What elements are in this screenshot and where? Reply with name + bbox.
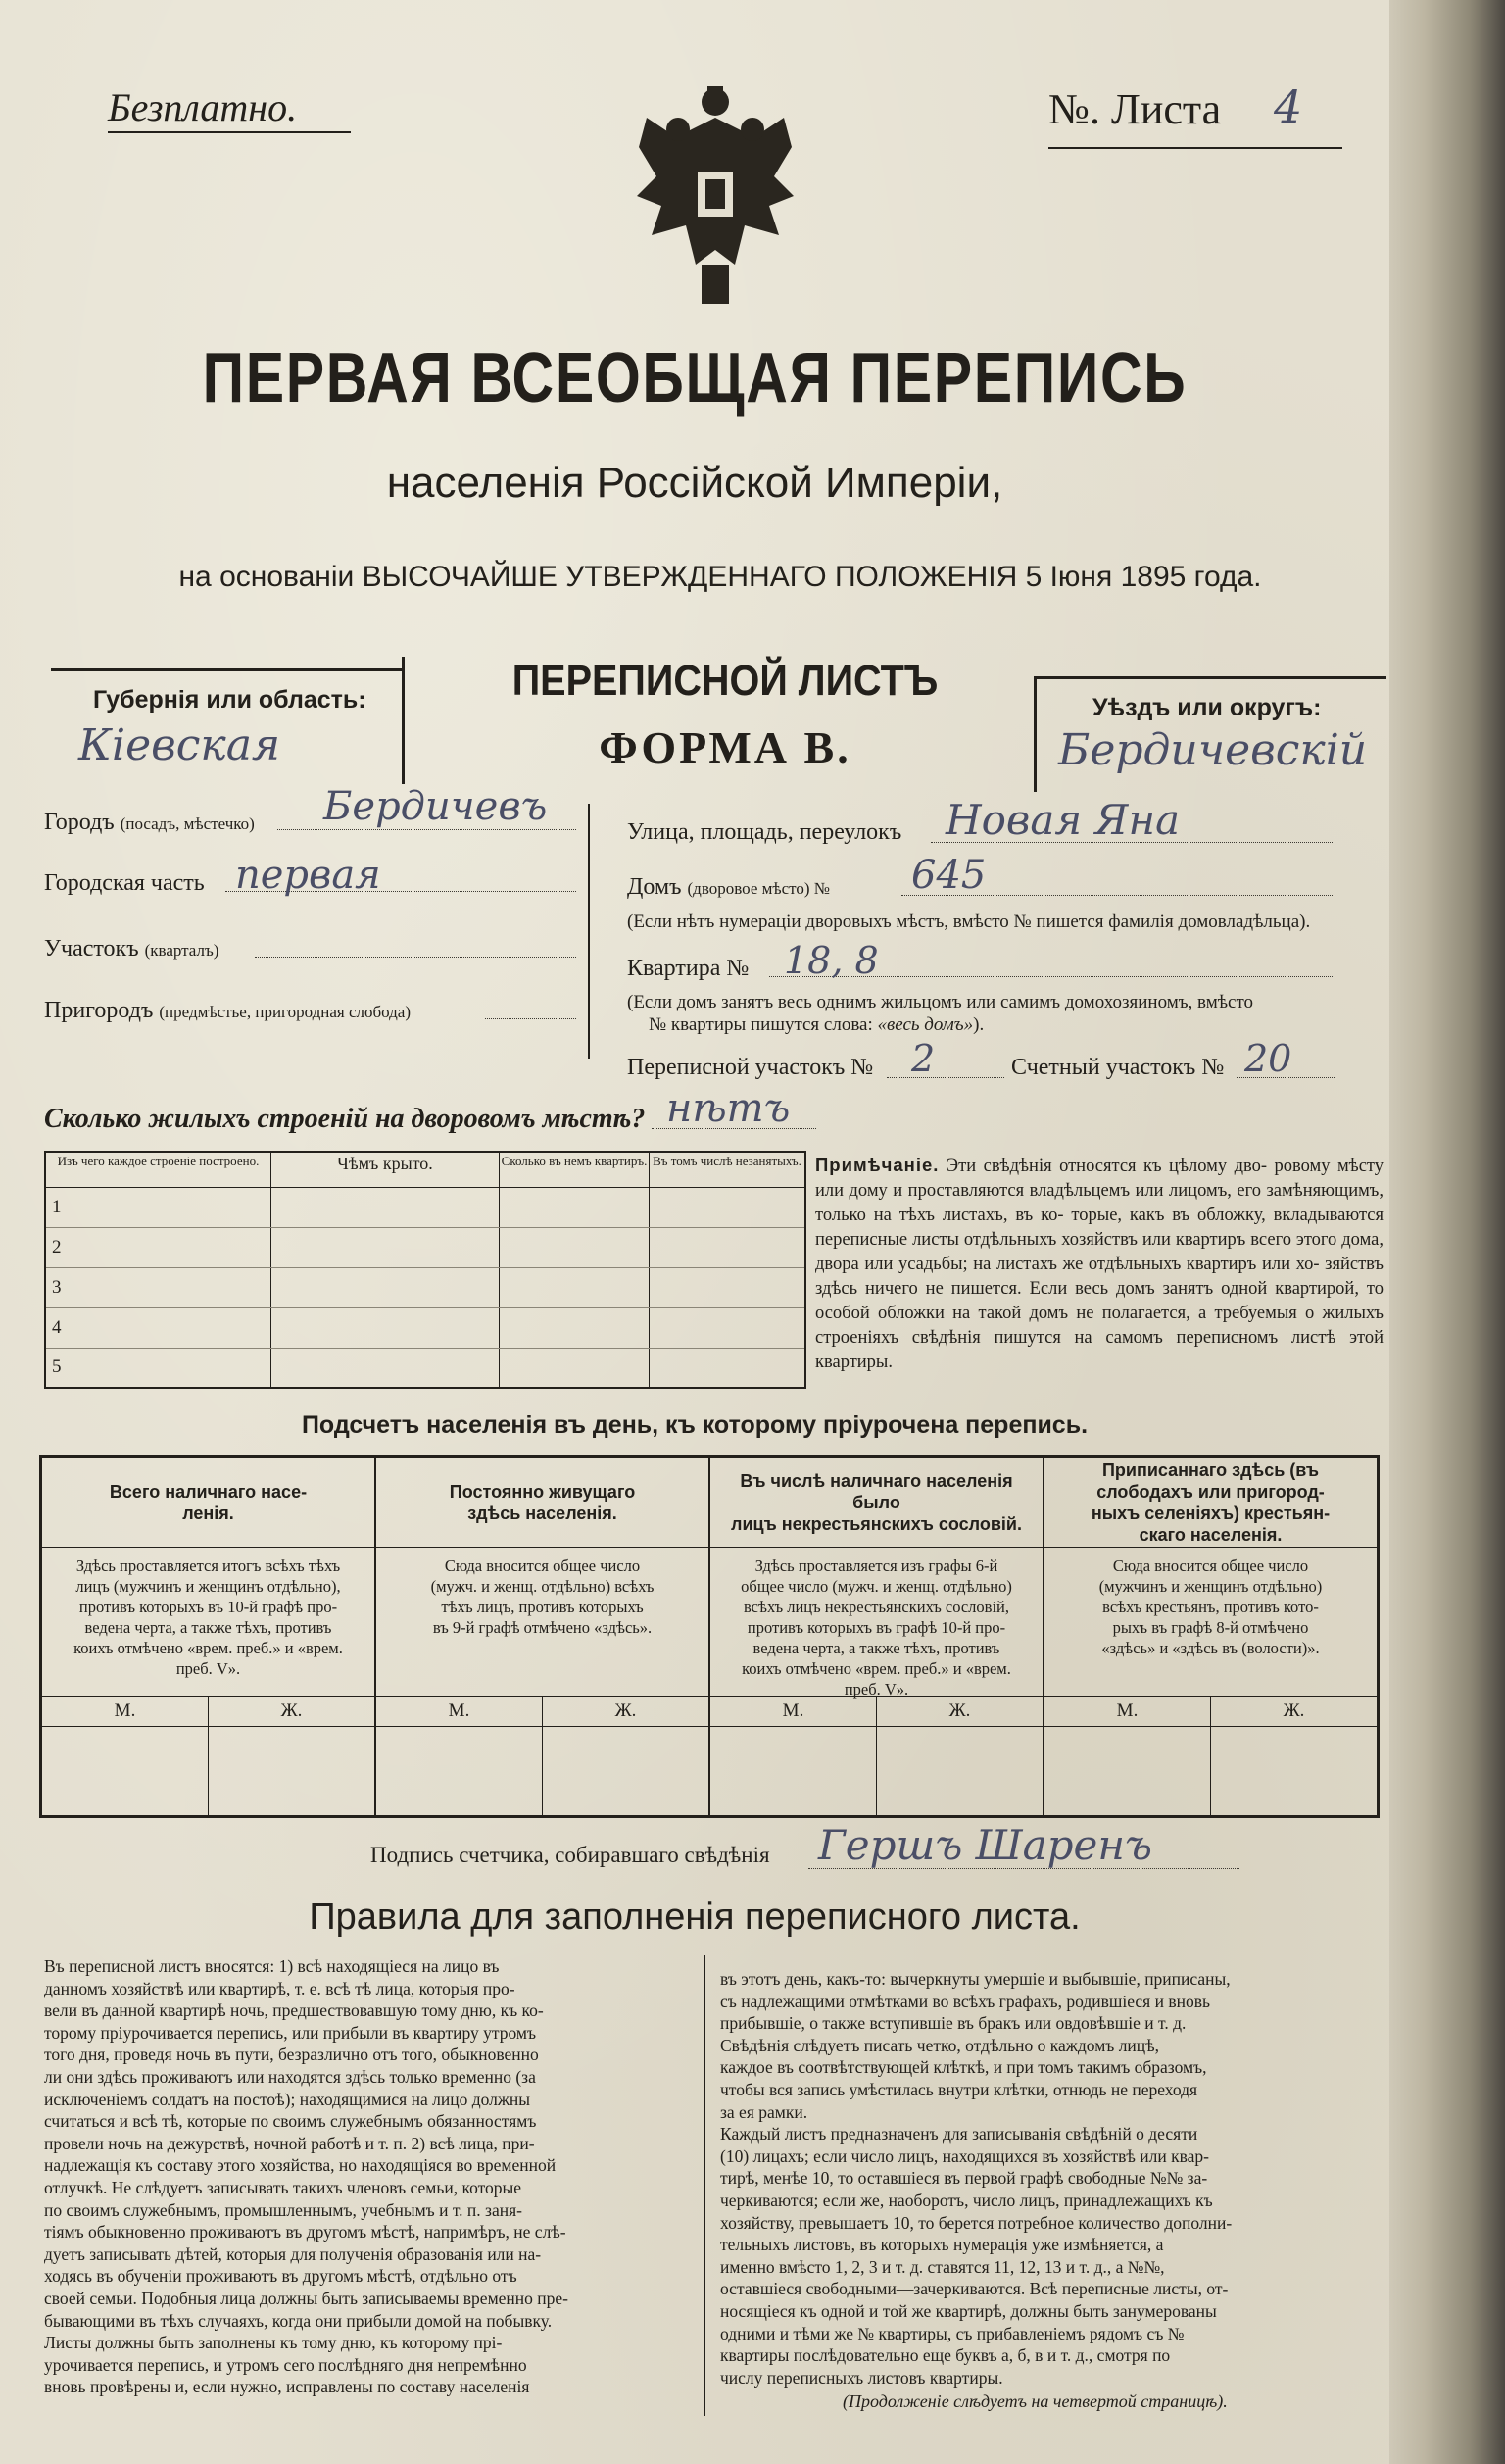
tally-column-desc: Сюда вносится общее число (мужч. и женщ. отдѣльно) всѣхъ тѣхъ лицъ, противъ которыхъ въ 9-й графѣ отмѣчено «здѣсь». <box>376 1548 708 1697</box>
building-row-number: 5 <box>45 1348 271 1388</box>
tally-female-cell <box>543 1727 708 1815</box>
signature-label: Подпись счетчика, собиравшаго свѣдѣнія <box>370 1843 770 1867</box>
rules-line: по своимъ служебнымъ, промышленнымъ, учебнымъ и т. п. заня- <box>44 2199 522 2220</box>
binding-edge <box>1389 0 1505 2464</box>
rules-right-column <box>720 1968 1372 2389</box>
building-row-number: 1 <box>45 1187 271 1227</box>
rules-line: дуетъ записывать дѣтей, которыя для полученія образованія или на- <box>44 2243 542 2264</box>
tally-column <box>710 1458 1044 1815</box>
rules-continued: (Продолженіе слѣдуетъ на четвертой страницѣ). <box>843 2391 1228 2411</box>
tally-column-desc: Сюда вносится общее число (мужчинъ и женщинъ отдѣльно) всѣхъ крестьянъ, противъ кото- рыхъ въ графѣ 8-й отмѣчено «здѣсь» и «здѣсь въ (волости)». <box>1044 1548 1377 1697</box>
note-line: торые, какъ въ обложку, вкладываются переписные листы <box>815 1206 1384 1250</box>
count-area-label: Счетный участокъ № <box>1011 1055 1225 1080</box>
tally-male-cell <box>1044 1727 1211 1815</box>
tally-female-cell <box>1211 1727 1377 1815</box>
tally-female-label: Ж. <box>948 1700 971 1721</box>
tally-male-label: М. <box>376 1697 543 1726</box>
rules-line: одними и тѣми же № квартиры, съ прибавленіемъ рядомъ съ № <box>720 2323 1185 2343</box>
suburb-row: Пригородъ (предмѣстье, пригородная слобода) <box>44 998 412 1023</box>
sheet-number-label: №. Листа <box>1048 85 1222 133</box>
note-line: зяйствъ здѣсь ничего не пишется. Если весь домъ занятъ одной <box>815 1255 1384 1299</box>
rules-line: съ надлежащими отмѣтками во всѣхъ графахъ, родившіеся и вновь <box>720 1991 1210 2011</box>
house-note: (Если нѣтъ нумераціи дворовыхъ мѣстъ, вмѣсто № пишется фамилія домовладѣльца). <box>627 912 1311 932</box>
rules-line: Каждый листъ предназначенъ для записыванія свѣдѣній о десяти <box>720 2124 1198 2144</box>
street-label: Улица, площадь, переулокъ <box>627 819 902 845</box>
tally-female-label: Ж. <box>614 1700 637 1721</box>
tally-column <box>42 1458 376 1815</box>
rules-left-column <box>44 1955 691 2398</box>
rules-title: Правила для заполненія переписного листа. <box>309 1897 1081 1938</box>
form-title: ПЕРЕПИСНОЙ ЛИСТЪ <box>511 657 939 705</box>
tally-male-cell <box>710 1727 877 1815</box>
tally-female-cell <box>877 1727 1043 1815</box>
tally-female-label: Ж. <box>280 1700 303 1721</box>
rules-line: отлучкѣ. Не слѣдуетъ записывать такихъ членовъ семьи, которые <box>44 2177 522 2197</box>
city-part-value: первая <box>235 853 381 898</box>
buildings-note: Примѣчаніе. Эти свѣдѣнія относятся къ цѣлому дво- ровому мѣсту или дому и проставляются владѣльцемъ или лицомъ, его замѣняющимъ, только на тѣхъ листахъ, въ ко- торые, какъ въ обложку, вкладываются переписные листы отдѣльныхъ хозяйствъ или квартиръ всего этого дома, двора или усадьбы; на листахъ же отдѣльныхъ квартиръ или хо- зяйствъ здѣсь ничего не пишется. Если весь домъ занятъ одной квартирой, то особой обложки на такой домъ не полагается, а требуемыя о жилыхъ строеніяхъ свѣдѣнія пишутся на самомъ переписномъ листѣ этой квартиры. <box>815 1155 1384 1372</box>
rules-line: вновь провѣрены и, если нужно, исправлены по составу населенія <box>44 2377 530 2397</box>
tally-male-cell <box>376 1727 543 1815</box>
rules-line: черкиваются; если же, наоборотъ, число лицъ, принадлежащихъ къ <box>720 2190 1213 2210</box>
census-title: ПЕРВАЯ ВСЕОБЩАЯ ПЕРЕПИСЬ <box>202 339 1188 418</box>
note-line: квартирой, то особой обложки на такой домъ не полагается, <box>815 1279 1384 1323</box>
city-part-label: Городская часть <box>44 870 205 896</box>
street-value: Новая Яна <box>946 796 1181 844</box>
buildings-col-material: Изъ чего каждое строеніе построено. <box>45 1152 271 1187</box>
rules-line: хозяйству, превышаетъ 10, то берется потребное количество дополни- <box>720 2212 1233 2233</box>
rules-line: (10) лицахъ; если число лицъ, находящихся въ хозяйствѣ или квар- <box>720 2145 1210 2166</box>
rules-line: торому пріурочивается перепись, или прибыли въ квартиру утромъ <box>44 2022 537 2043</box>
rules-line: квартиры послѣдовательно еще буквъ а, б, в и т. д., смотря по <box>720 2345 1171 2366</box>
rules-line: урочивается перепись, и утромъ сего послѣдняго дня непремѣнно <box>44 2354 527 2375</box>
rules-line: исключеніемъ солдатъ на постоѣ); находящимися на лицо должны <box>44 2089 531 2109</box>
apartment-label: Квартира № <box>627 956 750 981</box>
rules-line: прибывшіе, о также вступившіе въ бракъ или овдовѣвшіе и т. д. <box>720 2013 1187 2034</box>
note-line: лицомъ, его замѣняющимъ, только на тѣхъ листахъ, въ ко- <box>815 1181 1384 1225</box>
province-label: Губернія или область: <box>93 686 366 714</box>
rules-line: тирѣ, менѣе 10, то оставшіеся въ первой графѣ свободные №№ за- <box>720 2168 1208 2189</box>
buildings-col-roof: Чѣмъ крыто. <box>271 1152 500 1187</box>
census-area-value: 2 <box>911 1037 936 1080</box>
rules-line: Листы должны быть заполнены къ тому дню, къ которому прі- <box>44 2333 503 2353</box>
buildings-col-vacant: Въ томъ числѣ незанятыхъ. <box>650 1152 806 1187</box>
rules-line: вели въ данной квартирѣ ночь, предшествовавшую тому дню, къ ко- <box>44 2000 544 2021</box>
precinct-row: Участокъ (кварталъ) <box>44 936 219 961</box>
form-letter: ФОРМА В. <box>599 722 851 772</box>
tally-male-cell <box>42 1727 209 1815</box>
rules-line: именно вмѣсто 1, 2, 3 и т. д. ставятся 11, 12, 13 и т. д., а №№, <box>720 2256 1165 2277</box>
rules-line: каждое въ соотвѣтствующей клѣткѣ, и при томъ такимъ образомъ, <box>720 2057 1207 2078</box>
note-line: ровому мѣсту или дому и проставляются владѣльцемъ или <box>815 1157 1384 1201</box>
apartment-value: 18, 8 <box>784 939 879 982</box>
rules-line: за ея рамки. <box>720 2101 808 2122</box>
tally-male-label: М. <box>710 1697 877 1726</box>
note-line: Эти свѣдѣнія относятся къ цѣлому дво- <box>946 1157 1268 1176</box>
tally-male-label: М. <box>42 1697 209 1726</box>
rules-line: считаться и всѣ тѣ, которые по своимъ служебнымъ обязанностямъ <box>44 2111 537 2132</box>
province-value: Кіевская <box>78 720 281 770</box>
buildings-table <box>44 1151 806 1389</box>
count-area-value: 20 <box>1244 1037 1292 1080</box>
rules-line: надлежащія къ составу этого хозяйства, но находящіяся во временной <box>44 2155 557 2176</box>
rules-line: данномъ хозяйствѣ или квартирѣ, т. е. всѣ тѣ лица, которыя про- <box>44 1978 515 1998</box>
rules-line: бывающими въ тѣхъ случаяхъ, когда они прибыли домой на побывку. <box>44 2310 553 2331</box>
rules-line: ходясь въ обученіи проживаютъ въ другомъ мѣстѣ, отдѣльно отъ <box>44 2266 517 2287</box>
note-line: а требуемыя о жилыхъ строеніяхъ свѣдѣнія пишутся на самомъ <box>815 1304 1384 1348</box>
building-row-number: 3 <box>45 1267 271 1307</box>
tally-column-head: Приписаннаго здѣсь (въ слободахъ или пригород- ныхъ селеніяхъ) крестьян- скаго населенія. <box>1044 1458 1377 1548</box>
city-row: Городъ (посадъ, мѣстечко) <box>44 810 255 835</box>
tally-column-head: Постоянно живущаго здѣсь населенія. <box>376 1458 708 1548</box>
apartment-note-1: (Если домъ занятъ весь однимъ жильцомъ или самимъ домохозяиномъ, вмѣсто <box>627 992 1254 1012</box>
apartment-note-2: № квартиры пишутся слова: «весь домъ»). <box>649 1014 985 1035</box>
district-label: Уѣздъ или округъ: <box>1092 694 1322 721</box>
buildings-question: Сколько жилыхъ строеній на дворовомъ мѣстѣ? <box>44 1104 646 1134</box>
tally-heading: Подсчетъ населенія въ день, къ которому пріурочена перепись. <box>301 1411 1089 1439</box>
tally-column-head: Всего наличнаго насе- ленія. <box>42 1458 374 1548</box>
tally-male-label: М. <box>1044 1697 1211 1726</box>
building-row-number: 4 <box>45 1307 271 1348</box>
rules-line: тельныхъ листовъ, въ которыхъ нумерація уже измѣняется, а <box>720 2235 1164 2255</box>
rules-line: Свѣдѣнія слѣдуетъ писать четко, отдѣльно о каждомъ лицѣ, <box>720 2035 1160 2055</box>
rules-line: чтобы вся запись умѣстилась внутри клѣтки, отнюдь не переходя <box>720 2079 1198 2099</box>
house-row: Домъ (дворовое мѣсто) № <box>627 874 831 900</box>
rules-line: въ этотъ день, какъ-то: вычеркнуты умершіе и выбывшіе, приписаны, <box>720 1969 1231 1989</box>
census-basis: на основаніи ВЫСОЧАЙШЕ УТВЕРЖДЕННАГО ПОЛОЖЕНІЯ 5 Іюня 1895 года. <box>178 561 1262 593</box>
tally-column <box>376 1458 710 1815</box>
note-line: переписномъ листѣ этой квартиры. <box>815 1328 1384 1372</box>
imperial-eagle-icon <box>617 78 813 314</box>
tally-female-label: Ж. <box>1283 1700 1305 1721</box>
rules-line: своей семьи. Подобныя лица должны быть записываемы временно пре- <box>44 2288 568 2308</box>
building-row-number: 2 <box>45 1227 271 1267</box>
rules-line: носящіеся къ одной и той же квартирѣ, должны быть занумерованы <box>720 2300 1217 2321</box>
free-label: Безплатно. <box>108 85 298 129</box>
signature-value: Гершъ Шаренъ <box>818 1821 1153 1869</box>
census-subtitle: населенія Россійской Имперіи, <box>386 459 1003 507</box>
tally-female-cell <box>209 1727 374 1815</box>
city-value: Бердичевъ <box>323 784 548 829</box>
district-value: Бердичевскій <box>1058 725 1368 775</box>
note-line: или усадьбы; на листахъ же отдѣльныхъ квартиръ или хо- <box>858 1255 1320 1274</box>
sheet-number-value: 4 <box>1274 80 1303 133</box>
tally-column-desc: Здѣсь проставляется изъ графы 6-й общее число (мужч. и женщ. отдѣльно) всѣхъ лицъ некрестьянскихъ сословій, противъ которыхъ въ графѣ 10-й про- ведена черта, а также тѣхъ, противъ коихъ отмѣчено «врем. преб.» и «врем. преб. V». <box>710 1548 1043 1697</box>
rules-line: провели ночь на дежурствѣ, ночной работѣ и т. п. 2) всѣ лица, при- <box>44 2133 535 2153</box>
rules-line: того дня, проведя ночь въ пути, безразлично отъ того, обыкновенно <box>44 2045 539 2065</box>
buildings-answer: нѣтъ <box>666 1086 791 1131</box>
rules-line: числу переписныхъ листовъ квартиры. <box>720 2367 1003 2388</box>
tally-column-desc: Здѣсь проставляется итогъ всѣхъ тѣхъ лицъ (мужчинъ и женщинъ отдѣльно), противъ которыхъ въ 10-й графѣ про- ведена черта, а также тѣхъ, противъ коихъ отмѣчено «врем. преб.» и «врем. преб. V». <box>42 1548 374 1697</box>
rules-line: ли они здѣсь проживаютъ или находятся здѣсь только временно (за <box>44 2066 536 2087</box>
house-value: 645 <box>911 853 987 898</box>
note-line: отдѣльныхъ хозяйствъ или квартиръ всего этого дома, двора <box>815 1230 1384 1274</box>
tally-column-head: Въ числѣ наличнаго населенія было лицъ некрестьянскихъ сословій. <box>710 1458 1043 1548</box>
buildings-col-apartments: Сколько въ немъ квартиръ. <box>500 1152 650 1187</box>
rules-line: оставшіеся свободными—зачеркиваются. Всѣ переписные листы, от- <box>720 2279 1229 2299</box>
tally-table <box>39 1455 1380 1818</box>
tally-column <box>1044 1458 1377 1815</box>
rules-line: Въ переписной листъ вносятся: 1) всѣ находящіеся на лицо въ <box>44 1956 500 1976</box>
census-area-label: Переписной участокъ № <box>627 1055 874 1080</box>
rules-line: тіямъ обыкновенно проживаютъ въ другомъ мѣстѣ, напримѣръ, не слѣ- <box>44 2222 566 2242</box>
